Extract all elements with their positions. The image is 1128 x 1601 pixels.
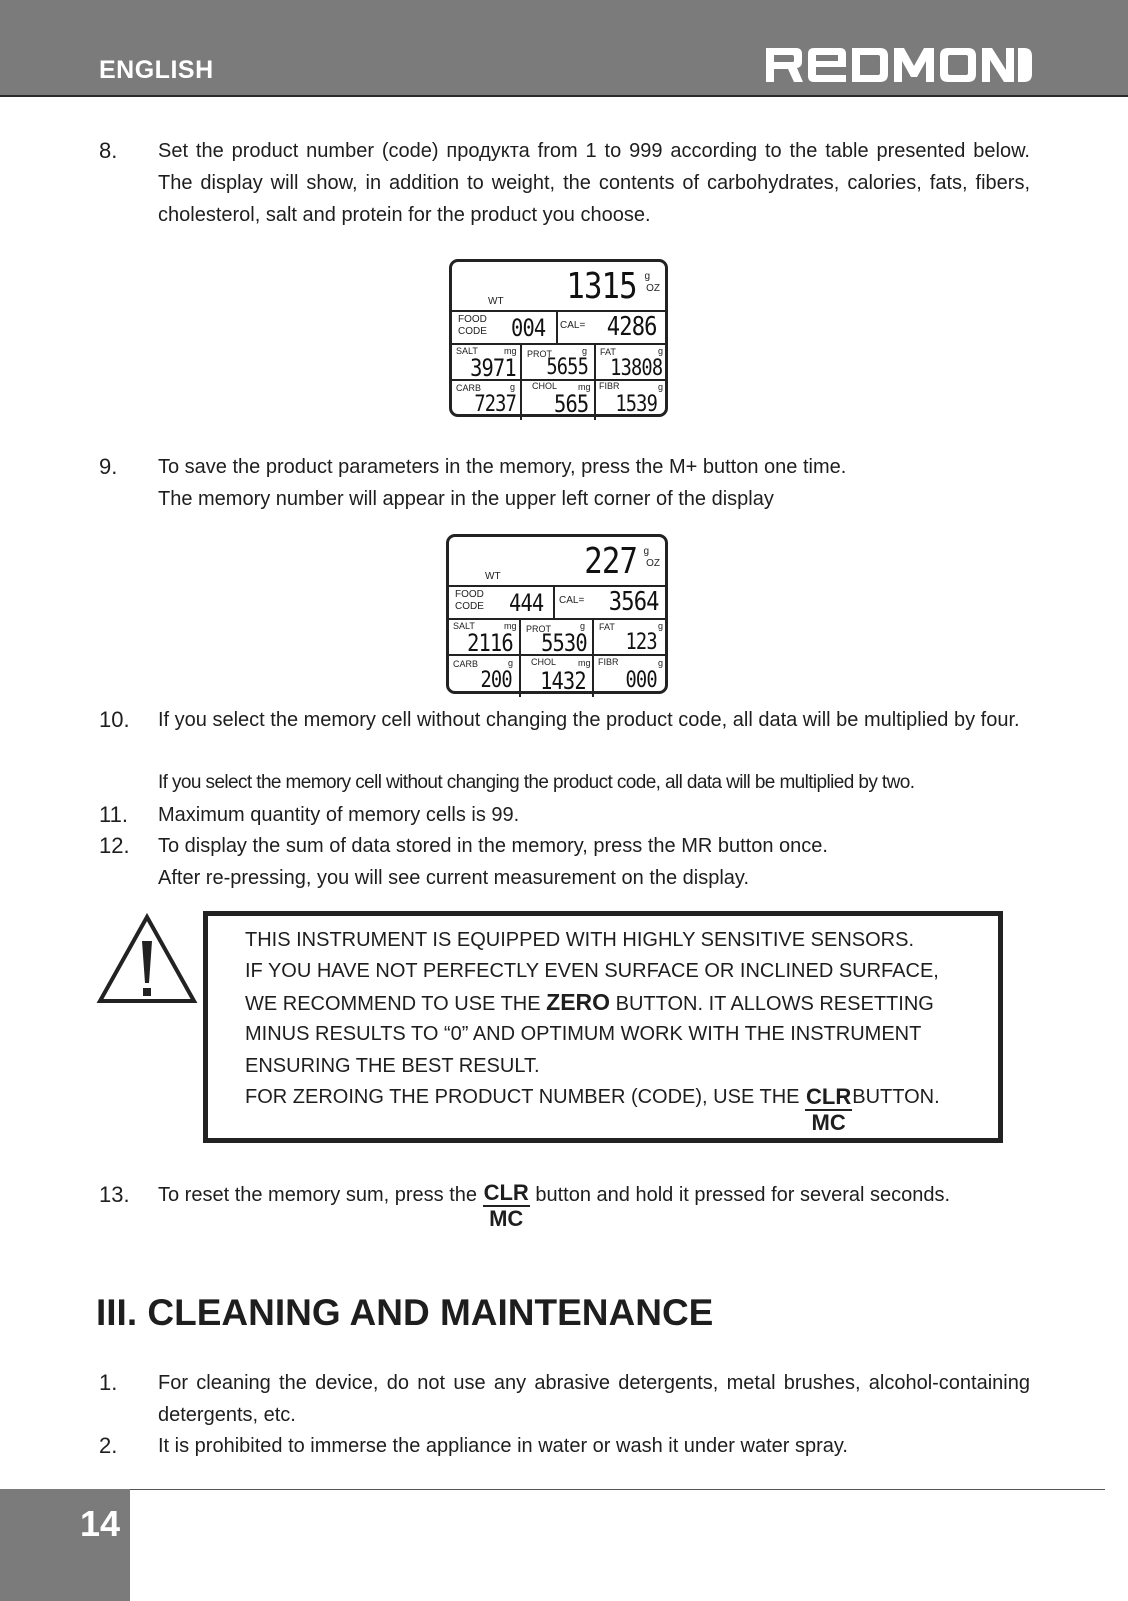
chol-value: 565 <box>553 390 588 418</box>
page-header <box>0 0 1128 97</box>
food-label: FOOD <box>455 589 484 600</box>
step-number: 1. <box>99 1370 118 1395</box>
salt-label: SALT <box>453 621 475 631</box>
warning-text: BUTTON. IT ALLOWS RESETTING <box>615 993 934 1015</box>
fat-label: FAT <box>600 347 616 357</box>
code-label: CODE <box>458 326 487 337</box>
warning-line: MINUS RESULTS TO “0” AND OPTIMUM WORK WITH THE INSTRUMENT <box>245 1023 922 1045</box>
step-text: Maximum quantity of memory cells is 99. <box>158 804 520 826</box>
carb-label: CARB <box>456 383 482 393</box>
g-unit: g <box>582 346 588 356</box>
step-number: 13. <box>99 1182 130 1207</box>
unit-g: g <box>644 271 650 282</box>
fibr-label: FIBR <box>599 381 620 391</box>
warning-line <box>245 1086 940 1136</box>
clr-label: CLR <box>483 1180 529 1205</box>
prot-label: PROT <box>527 349 553 359</box>
fibr-label: FIBR <box>598 657 619 667</box>
mc-label: MC <box>489 1206 524 1231</box>
step-text-line: After re-pressing, you will see current measurement on the display. <box>158 867 750 889</box>
step-number: 10. <box>99 707 130 732</box>
salt-value: 2116 <box>467 629 513 657</box>
wt-label: WT <box>488 296 504 307</box>
step-text: Set the product number (code) продукта from 1 to 999 according to the table presented below. The display will show, in addition to weight, the contents of carbohydrates, calories, fats, fibers, cholesterol, salt and protein for the product you choose. <box>158 140 1030 226</box>
g-unit: g <box>580 621 586 631</box>
step-text: It is prohibited to immerse the appliance in water or wash it under water spray. <box>158 1435 848 1457</box>
redmond-logo <box>766 48 1032 82</box>
step-text <box>158 451 1030 515</box>
prot-label: PROT <box>526 624 552 634</box>
cal-value: 4286 <box>607 312 657 342</box>
salt-value: 3971 <box>470 354 516 382</box>
fibr-value: 1539 <box>615 392 657 417</box>
mg-unit: mg <box>578 382 591 392</box>
lcd-display-2 <box>446 534 668 694</box>
step-text-part: To reset the memory sum, press the <box>158 1184 478 1206</box>
cal-label: CAL= <box>559 595 585 606</box>
step-text: If you select the memory cell without changing the product code, all data will be multiplied by four. <box>158 709 1020 731</box>
carb-value: 200 <box>480 668 512 693</box>
chol-value: 1432 <box>540 667 586 695</box>
g-unit: g <box>658 621 664 631</box>
lcd-display-1 <box>449 259 668 417</box>
unit-oz: OZ <box>646 558 660 569</box>
g-unit: g <box>658 382 664 392</box>
cal-label: CAL= <box>560 320 586 331</box>
step-text-part: button and hold it pressed for several seconds. <box>535 1184 951 1206</box>
carb-label: CARB <box>453 659 479 669</box>
clr-mc-button-label <box>805 1085 852 1135</box>
food-code-value: 004 <box>510 314 545 342</box>
mg-unit: mg <box>578 658 591 668</box>
step-text-line: The memory number will appear in the upper left corner of the display <box>158 488 774 510</box>
warning-icon <box>96 913 198 1005</box>
warning-text: BUTTON. <box>852 1086 940 1108</box>
footer-divider <box>0 1489 1105 1490</box>
chol-label: CHOL <box>531 657 557 667</box>
step-number: 8. <box>99 138 118 163</box>
prot-value: 5655 <box>546 355 588 380</box>
prot-value: 5530 <box>541 629 587 657</box>
wt-label: WT <box>485 571 501 582</box>
warning-line: THIS INSTRUMENT IS EQUIPPED WITH HIGHLY SENSITIVE SENSORS. <box>245 929 914 951</box>
g-unit: g <box>658 346 664 356</box>
fat-value: 123 <box>625 630 657 655</box>
cal-value: 3564 <box>609 587 659 617</box>
step-number: 11. <box>99 802 128 827</box>
step-text-line: To save the product parameters in the memory, press the M+ button one time. <box>158 456 847 478</box>
warning-text: FOR ZEROING THE PRODUCT NUMBER (CODE), USE THE <box>245 1086 800 1108</box>
step-text: If you select the memory cell without changing the product code, all data will be multiplied by two. <box>158 772 915 793</box>
weight-value: 1315 <box>566 266 637 307</box>
fibr-value: 000 <box>625 668 657 693</box>
step-text-line: To display the sum of data stored in the memory, press the MR button once. <box>158 835 828 857</box>
g-unit: g <box>508 658 514 668</box>
clr-mc-button-label <box>483 1181 530 1231</box>
warning-text: WE RECOMMEND TO USE THE <box>245 993 541 1015</box>
food-code-value: 444 <box>508 589 543 617</box>
step-number: 9. <box>99 454 118 479</box>
warning-line: IF YOU HAVE NOT PERFECTLY EVEN SURFACE OR INCLINED SURFACE, <box>245 960 939 982</box>
mc-label: MC <box>811 1110 846 1135</box>
page-number: 14 <box>80 1503 121 1544</box>
food-label: FOOD <box>458 314 487 325</box>
mg-unit: mg <box>504 346 517 356</box>
code-label: CODE <box>455 601 484 612</box>
carb-value: 7237 <box>474 392 516 417</box>
chol-label: CHOL <box>532 381 558 391</box>
warning-line: ENSURING THE BEST RESULT. <box>245 1055 540 1077</box>
weight-value: 227 <box>584 541 637 582</box>
fat-label: FAT <box>599 622 615 632</box>
section-title: III. CLEANING AND MAINTENANCE <box>96 1292 714 1333</box>
step-text <box>158 830 1030 894</box>
step-text: For cleaning the device, do not use any abrasive detergents, metal brushes, alcohol-containing detergents, etc. <box>158 1372 1030 1426</box>
warning-line <box>245 989 934 1016</box>
salt-label: SALT <box>456 346 478 356</box>
step-number: 12. <box>99 833 130 858</box>
language-label: ENGLISH <box>99 56 214 84</box>
unit-g: g <box>643 546 649 557</box>
fat-value: 13808 <box>609 356 662 381</box>
unit-oz: OZ <box>646 283 660 294</box>
step-number: 2. <box>99 1433 118 1458</box>
g-unit: g <box>510 382 516 392</box>
g-unit: g <box>658 658 664 668</box>
step-text <box>158 1179 1030 1229</box>
mg-unit: mg <box>504 621 517 631</box>
clr-label: CLR <box>806 1084 852 1109</box>
zero-button-label: ZERO <box>546 989 611 1015</box>
